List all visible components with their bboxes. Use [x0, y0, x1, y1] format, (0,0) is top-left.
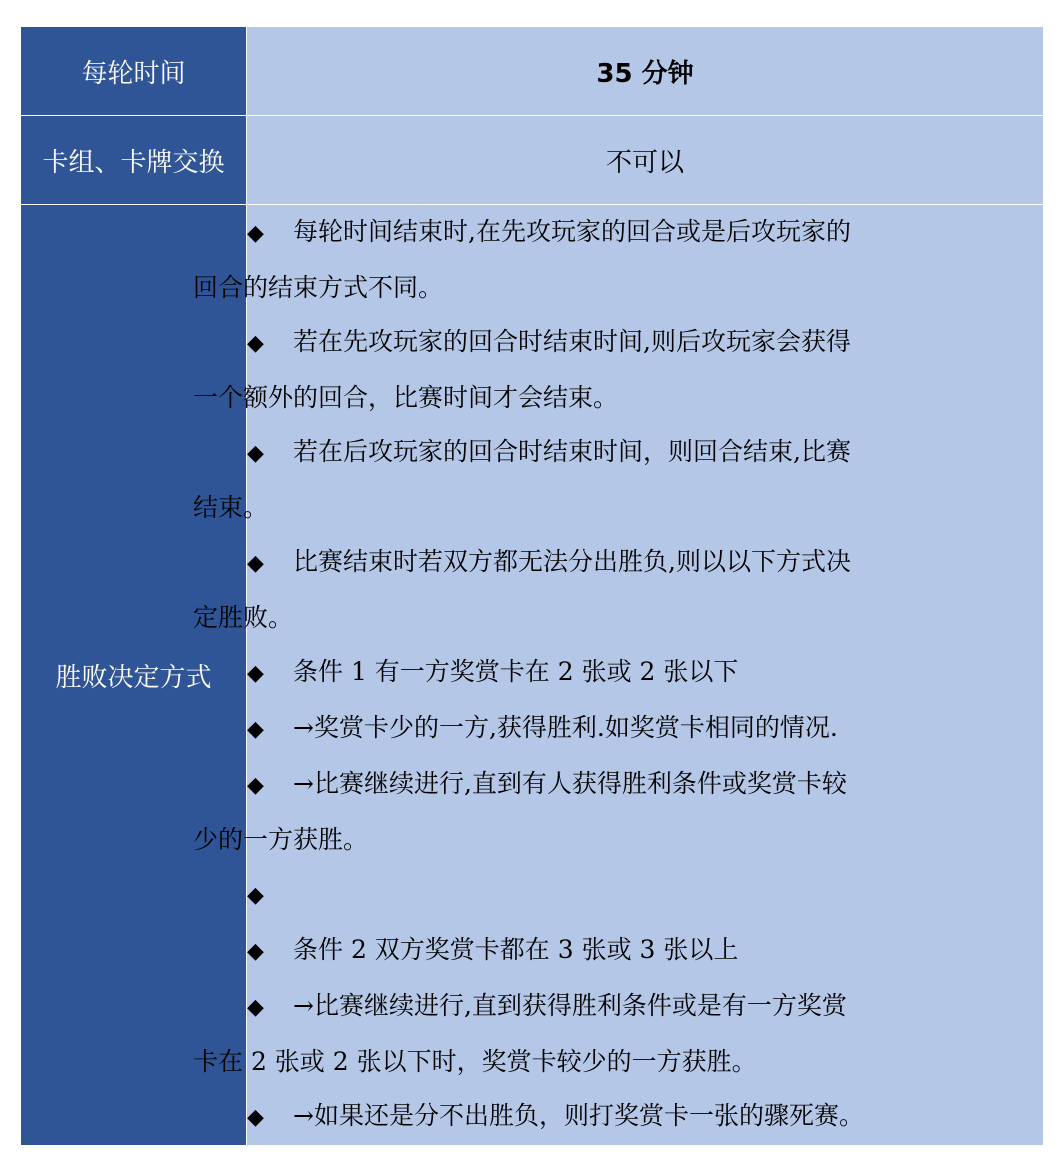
rules-table: [20, 26, 1044, 1146]
diamond-bullet-icon: ◆: [247, 661, 264, 686]
diamond-bullet-icon: ◆: [247, 939, 264, 964]
rule-text: 若在先攻玩家的回合时结束时间,则后攻玩家会获得: [293, 327, 851, 356]
rule-item: [247, 205, 1043, 261]
diamond-bullet-icon: ◆: [247, 717, 264, 742]
diamond-bullet-icon: ◆: [247, 221, 264, 246]
rule-item: [247, 923, 1043, 979]
rule-item: [247, 535, 1043, 591]
rule-text-continuation: 结束。: [193, 493, 269, 522]
win-condition-label: 胜败决定方式: [21, 205, 247, 1146]
rule-text: 若在后攻玩家的回合时结束时间，则回合结束,比赛: [293, 437, 851, 466]
rule-item: [247, 867, 1043, 923]
table-row: [21, 27, 1044, 116]
diamond-bullet-icon: ◆: [247, 331, 264, 356]
diamond-bullet-icon: ◆: [247, 551, 264, 576]
rule-text: →比赛继续进行,直到有人获得胜利条件或奖赏卡较: [293, 769, 847, 798]
round-time-value: 35 分钟: [247, 27, 1044, 116]
diamond-bullet-icon: ◆: [247, 883, 264, 908]
rule-text: →比赛继续进行,直到获得胜利条件或是有一方奖赏: [293, 991, 847, 1020]
rule-item: [247, 425, 1043, 481]
rule-text: 每轮时间结束时,在先攻玩家的回合或是后攻玩家的: [293, 217, 851, 246]
table-row: [21, 205, 1044, 1146]
rule-text: →如果还是分不出胜负，则打奖赏卡一张的骤死赛。: [293, 1101, 864, 1130]
rule-text: 条件 1 有一方奖赏卡在 2 张或 2 张以下: [293, 657, 739, 686]
deck-exchange-label: 卡组、卡牌交换: [21, 116, 247, 205]
rule-item: [247, 1089, 1043, 1145]
rule-text-continuation: 卡在 2 张或 2 张以下时，奖赏卡较少的一方获胜。: [193, 1047, 757, 1076]
rule-text: →奖赏卡少的一方,获得胜利.如奖赏卡相同的情况.: [293, 713, 838, 742]
rule-text: 条件 2 双方奖赏卡都在 3 张或 3 张以上: [293, 935, 739, 964]
rule-text-continuation: 定胜败。: [193, 603, 294, 632]
rule-item: [247, 701, 1043, 757]
diamond-bullet-icon: ◆: [247, 995, 264, 1020]
rule-text-continuation: 一个额外的回合，比赛时间才会结束。: [193, 383, 619, 412]
rule-item: [247, 645, 1043, 701]
rule-item: [247, 757, 1043, 813]
round-time-label: 每轮时间: [21, 27, 247, 116]
diamond-bullet-icon: ◆: [247, 441, 264, 466]
diamond-bullet-icon: ◆: [247, 1105, 264, 1130]
deck-exchange-value: 不可以: [247, 116, 1044, 205]
rule-text: 比赛结束时若双方都无法分出胜负,则以以下方式决: [293, 547, 851, 576]
win-condition-rules: [193, 205, 1044, 1146]
rule-text-continuation: 回合的结束方式不同。: [193, 273, 444, 302]
table-row: [21, 116, 1044, 205]
rule-item: [247, 979, 1043, 1035]
rule-item: [247, 315, 1043, 371]
rule-text-continuation: 少的一方获胜。: [193, 825, 369, 854]
diamond-bullet-icon: ◆: [247, 773, 264, 798]
